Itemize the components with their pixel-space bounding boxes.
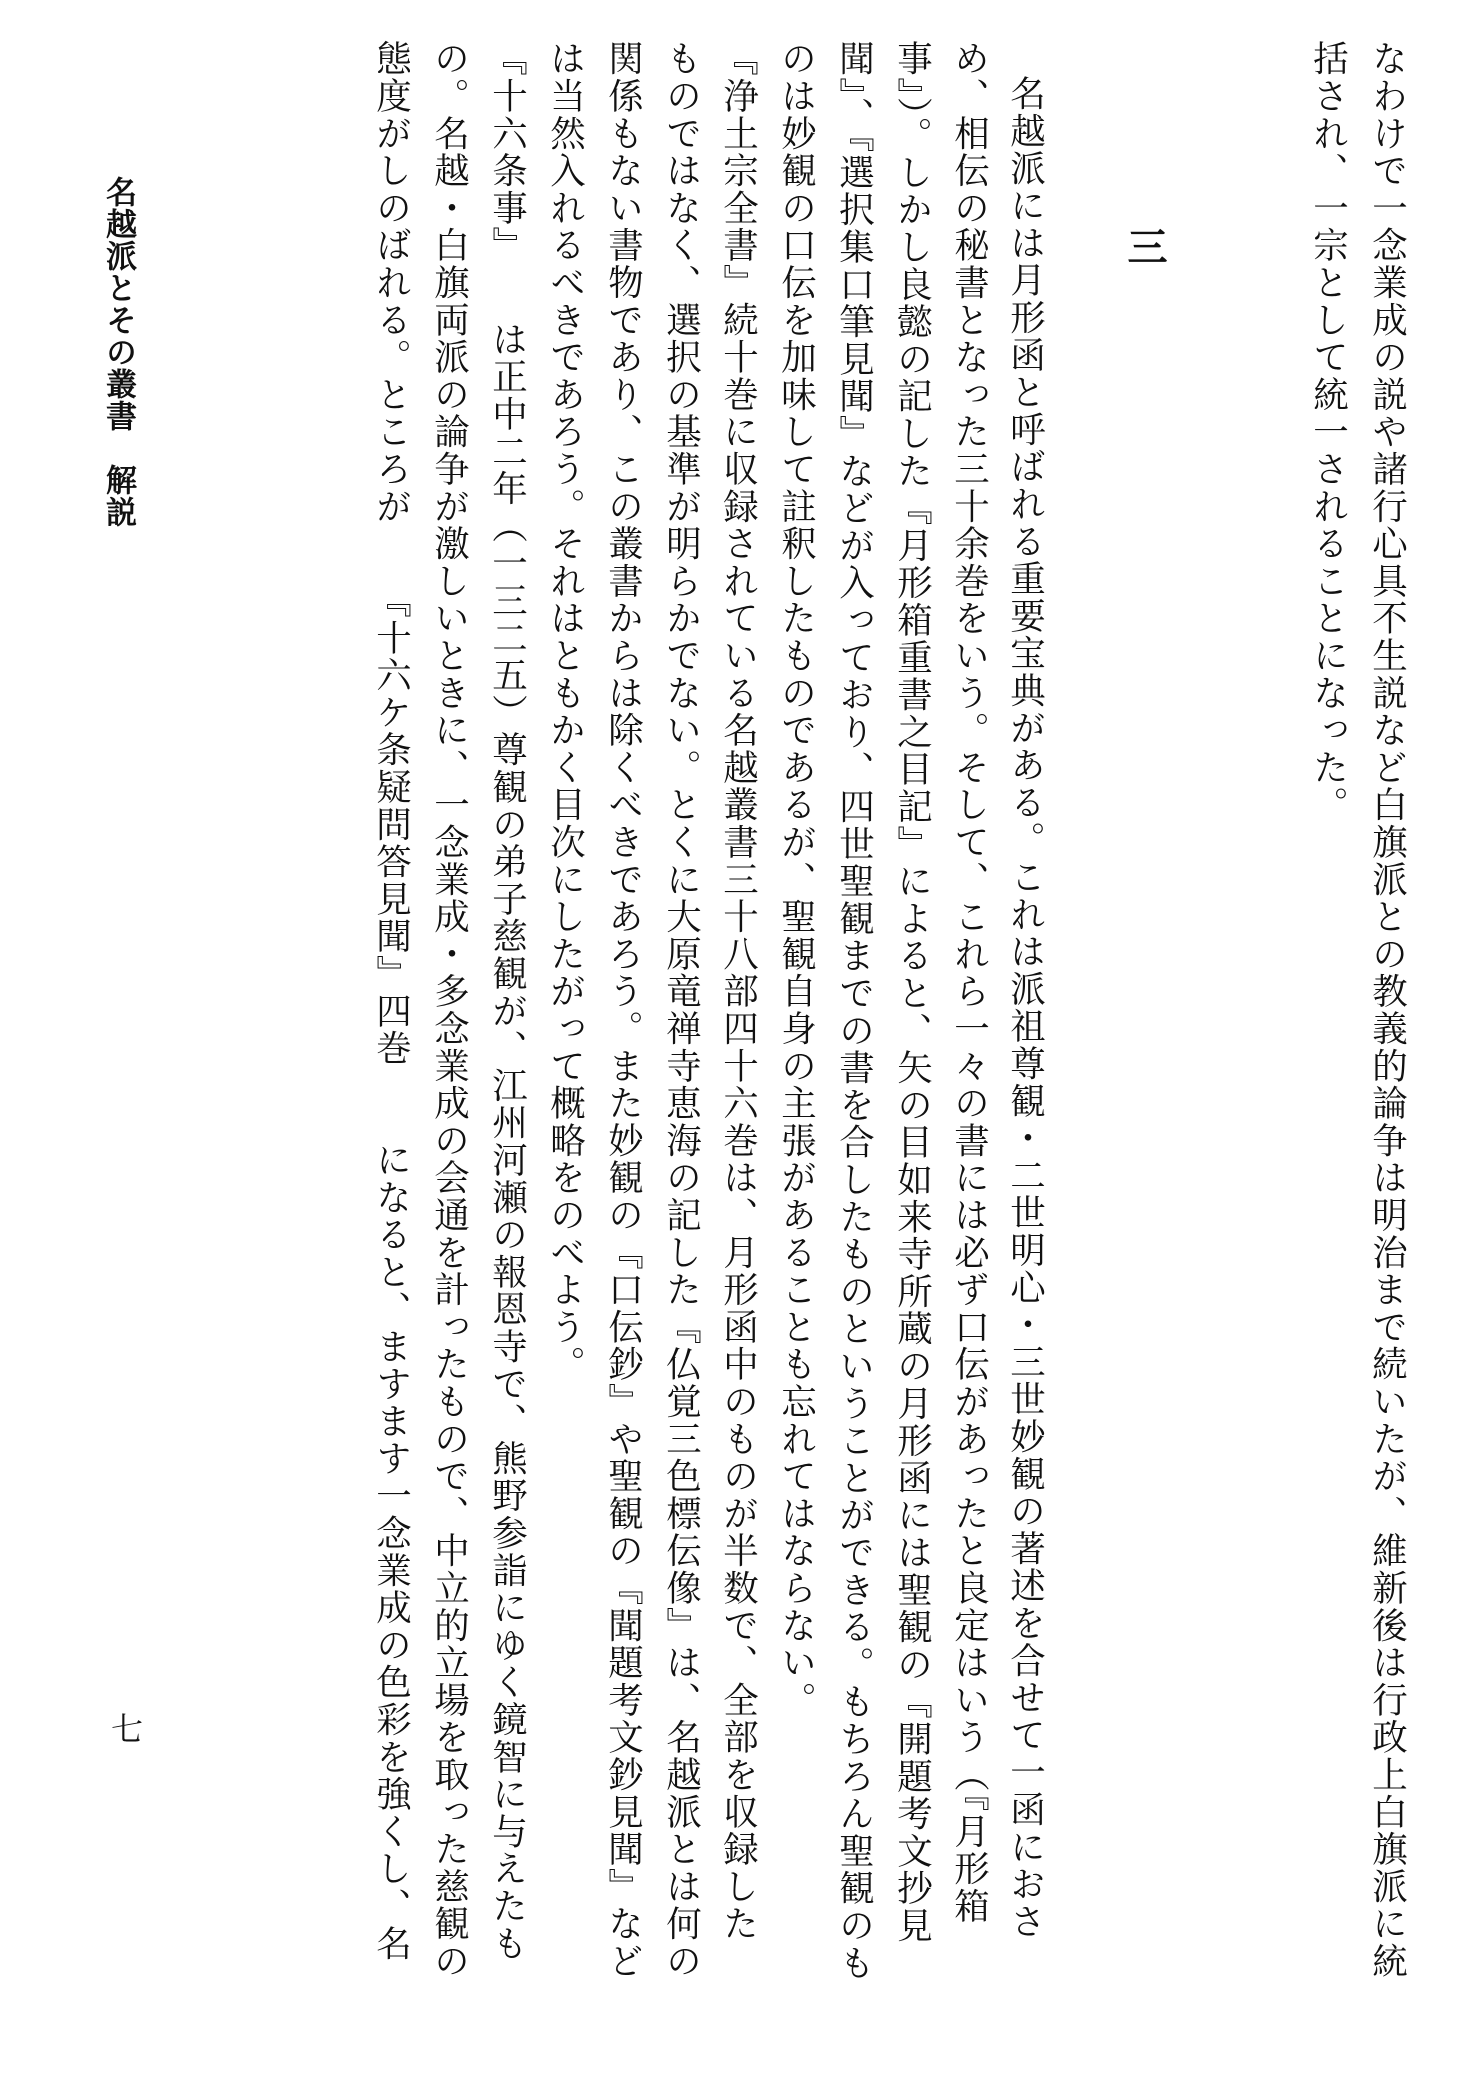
text-column: 聞』、『選択集口筆見聞』などが入っており、四世聖観までの書を合したものということができる。もちろん聖観のも <box>833 40 875 1982</box>
text-column: 関係もない書物であり、この叢書からは除くべきであろう。また妙観の『口伝鈔』や聖観の『聞題考文鈔見聞』など <box>602 40 644 1980</box>
text-column: の。名越・白旗両派の論争が激しいときに、一念業成・多念業成の会通を計ったもので、中立的立場を取った慈観の <box>428 40 470 1980</box>
text-column: 名越派には月形函と呼ばれる重要宝典がある。これは派祖尊観・二世明心・三世妙観の著述を合せて一函におさ <box>1004 75 1046 1940</box>
text-column: 態度がしのばれる。ところが 『十六ケ条疑問答見聞』四巻 になると、ますます一念業成の色彩を強くし、名 <box>370 40 412 1962</box>
running-head: 名越派とその叢書 解説 <box>100 176 136 528</box>
text-column: 事』）。しかし良懿の記した『月形箱重書之目記』によると、矢の目如来寺所蔵の月形函には聖観の『開題考文抄見 <box>891 40 933 1945</box>
text-column: 『十六条事』 は正中二年（一三二五）尊観の弟子慈観が、江州河瀬の報恩寺で、熊野参詣にゆく鏡智に与えたも <box>486 40 528 1962</box>
text-column: なわけで一念業成の説や諸行心具不生説など白旗派との教義的論争は明治まで続いたが、維新後は行政上白旗派に統 <box>1366 40 1408 1980</box>
text-column: め、相伝の秘書となった三十余巻をいう。そして、これら一々の書には必ず口伝があったと良定はいう（『月形箱 <box>948 40 990 1925</box>
text-column: ものではなく、選択の基準が明らかでない。とくに大原竜禅寺恵海の記した『仏覚三色標伝像』は、名越派とは何の <box>660 40 702 1980</box>
text-column: は当然入れるべきであろう。それはともかく目次にしたがって概略をのべよう。 <box>544 40 586 1383</box>
text-column: のは妙観の口伝を加味して註釈したものであるが、聖観自身の主張があることも忘れてはならない。 <box>775 40 817 1719</box>
section-heading: 三 <box>1121 226 1167 266</box>
page-number: 七 <box>106 1712 144 1744</box>
text-column: 括され、一宗として統一されることになった。 <box>1307 40 1349 824</box>
text-column: 『浄土宗全書』続十巻に収録されている名越叢書三十八部四十六巻は、月形函中のものが半数で、全部を収録した <box>717 40 759 1943</box>
